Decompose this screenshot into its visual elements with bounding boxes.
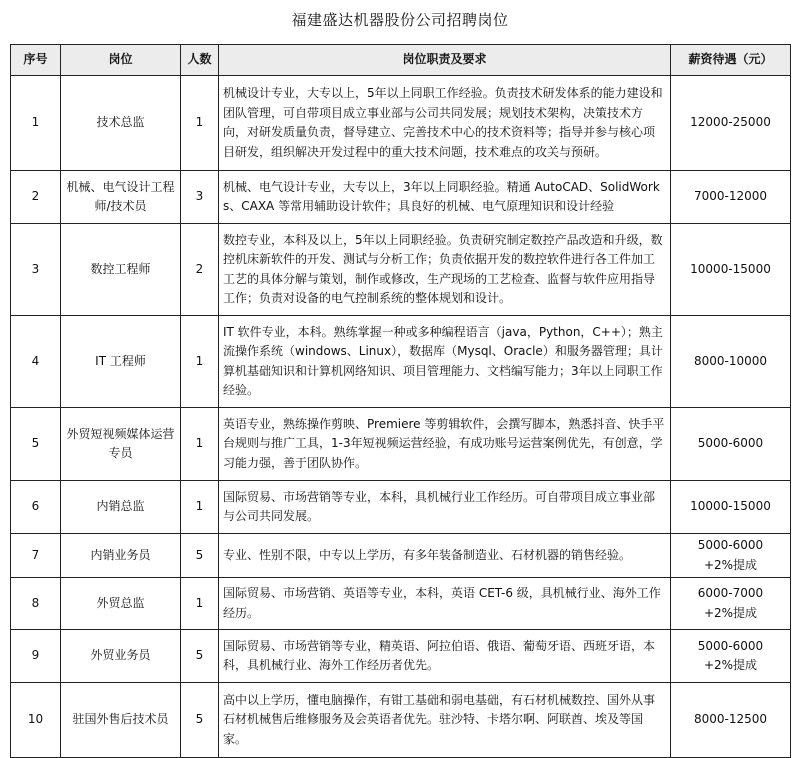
row-position: 外贸业务员	[61, 630, 181, 683]
job-table	[10, 44, 791, 758]
header-count: 人数	[181, 45, 219, 76]
header-description: 岗位职责及要求	[219, 45, 671, 76]
row-description: 专业、性别不限，中专以上学历，有多年装备制造业、石材机器的销售经验。	[219, 534, 671, 578]
table-row	[11, 534, 791, 578]
header-num: 序号	[11, 45, 61, 76]
row-description: IT 软件专业，本科。熟练掌握一种或多种编程语言（java，Python，C++）；熟主流操作系统（windows、Linux），数据库（Mysql、Oracle）和服务器管理；具计算机基础知识和计算机网络知识、项目管理能力、文档编写能力；3年以上同职工作经验。	[219, 316, 671, 408]
row-count: 5	[181, 630, 219, 683]
row-salary	[671, 630, 791, 683]
row-description: 高中以上学历，懂电脑操作，有钳工基础和弱电基础，有石材机械数控、国外从事石材机械售后维修服务及会英语者优先。驻沙特、卡塔尔啊、阿联酋、埃及等国家。	[219, 683, 671, 758]
row-salary	[671, 316, 791, 408]
row-num: 2	[11, 171, 61, 224]
row-description: 机械设计专业，大专以上，5年以上同职工作经验。负责技术研发体系的能力建设和团队管理，可自带项目成立事业部与公司共同发展；规划技术架构，决策技术方向，对研发质量负责，督导建立、完善技术中心的技术资料等；指导并参与核心项目研发，组织解决开发过程中的重大技术问题，技术难点的攻关与预研。	[219, 76, 671, 171]
row-description: 英语专业，熟练操作剪映、Premiere 等剪辑软件，会撰写脚本，熟悉抖音、快手平台规则与推广工具，1-3年短视频运营经验，有成功账号运营案例优先，有创意，学习能力强，善于团队协作。	[219, 408, 671, 481]
row-description: 国际贸易、市场营销等专业，本科，具机械行业工作经历。可自带项目成立事业部与公司共同发展。	[219, 481, 671, 534]
row-count: 1	[181, 408, 219, 481]
table-row	[11, 171, 791, 224]
row-count: 5	[181, 683, 219, 758]
salary-commission: +2%提成	[703, 605, 758, 620]
row-position: 内销业务员	[61, 534, 181, 578]
row-description: 国际贸易、市场营销等专业，精英语、阿拉伯语、俄语、葡萄牙语、西班牙语，本科，具机械行业、海外工作经历者优先。	[219, 630, 671, 683]
salary-range: 10000-15000	[690, 261, 771, 276]
page-title: 福建盛达机器股份公司招聘岗位	[291, 11, 509, 29]
row-salary	[671, 578, 791, 630]
row-position: 外贸总监	[61, 578, 181, 630]
row-position: 数控工程师	[61, 224, 181, 316]
row-num: 3	[11, 224, 61, 316]
row-salary	[671, 534, 791, 578]
row-position: 外贸短视频媒体运营专员	[61, 408, 181, 481]
row-count: 1	[181, 481, 219, 534]
row-position: 技术总监	[61, 76, 181, 171]
table-row	[11, 683, 791, 758]
row-salary	[671, 481, 791, 534]
row-num: 5	[11, 408, 61, 481]
table-row	[11, 481, 791, 534]
row-salary	[671, 171, 791, 224]
header-position: 岗位	[61, 45, 181, 76]
table-row	[11, 578, 791, 630]
table-row	[11, 630, 791, 683]
salary-range: 7000-12000	[693, 189, 768, 204]
salary-range: 5000-6000	[697, 538, 764, 552]
row-count: 1	[181, 76, 219, 171]
row-count: 1	[181, 578, 219, 630]
row-position: 机械、电气设计工程师/技术员	[61, 171, 181, 224]
salary-range: 8000-10000	[693, 353, 768, 368]
row-count: 3	[181, 171, 219, 224]
row-count: 2	[181, 224, 219, 316]
row-salary	[671, 683, 791, 758]
row-count: 5	[181, 534, 219, 578]
row-num: 8	[11, 578, 61, 630]
row-num: 4	[11, 316, 61, 408]
row-num: 7	[11, 534, 61, 578]
salary-range: 10000-15000	[690, 499, 771, 514]
row-salary	[671, 76, 791, 171]
row-position: 内销总监	[61, 481, 181, 534]
salary-range: 6000-7000	[697, 586, 764, 600]
row-num: 1	[11, 76, 61, 171]
salary-commission: +2%提成	[703, 557, 758, 572]
table-row	[11, 224, 791, 316]
row-description: 数控专业，本科及以上，5年以上同职经验。负责研究制定数控产品改造和升级，数控机床新软件的开发、测试与分析工作；负责依据开发的数控软件进行各工件加工工艺的具体分解与策划，制作或修改，生产现场的工艺检查、监督与软件应用指导工作；负责对设备的电气控制系统的整体规划和设计。	[219, 224, 671, 316]
row-position: 驻国外售后技术员	[61, 683, 181, 758]
salary-range: 8000-12500	[693, 712, 768, 727]
salary-range: 12000-25000	[690, 115, 771, 130]
salary-range: 5000-6000	[697, 638, 764, 653]
salary-range: 5000-6000	[697, 436, 764, 451]
row-salary	[671, 224, 791, 316]
salary-commission: +2%提成	[703, 658, 758, 672]
table-row	[11, 76, 791, 171]
row-num: 10	[11, 683, 61, 758]
table-row	[11, 316, 791, 408]
row-salary	[671, 408, 791, 481]
row-num: 6	[11, 481, 61, 534]
row-position: IT 工程师	[61, 316, 181, 408]
table-header-row	[11, 45, 791, 76]
row-description: 机械、电气设计专业，大专以上，3年以上同职经验。精通 AutoCAD、SolidWorks、CAXA 等常用辅助设计软件；具良好的机械、电气原理知识和设计经验	[219, 171, 671, 224]
row-num: 9	[11, 630, 61, 683]
table-row	[11, 408, 791, 481]
row-description: 国际贸易、市场营销、英语等专业，本科，英语 CET-6 级，具机械行业、海外工作经历。	[219, 578, 671, 630]
row-count: 1	[181, 316, 219, 408]
header-salary: 薪资待遇（元）	[671, 45, 791, 76]
